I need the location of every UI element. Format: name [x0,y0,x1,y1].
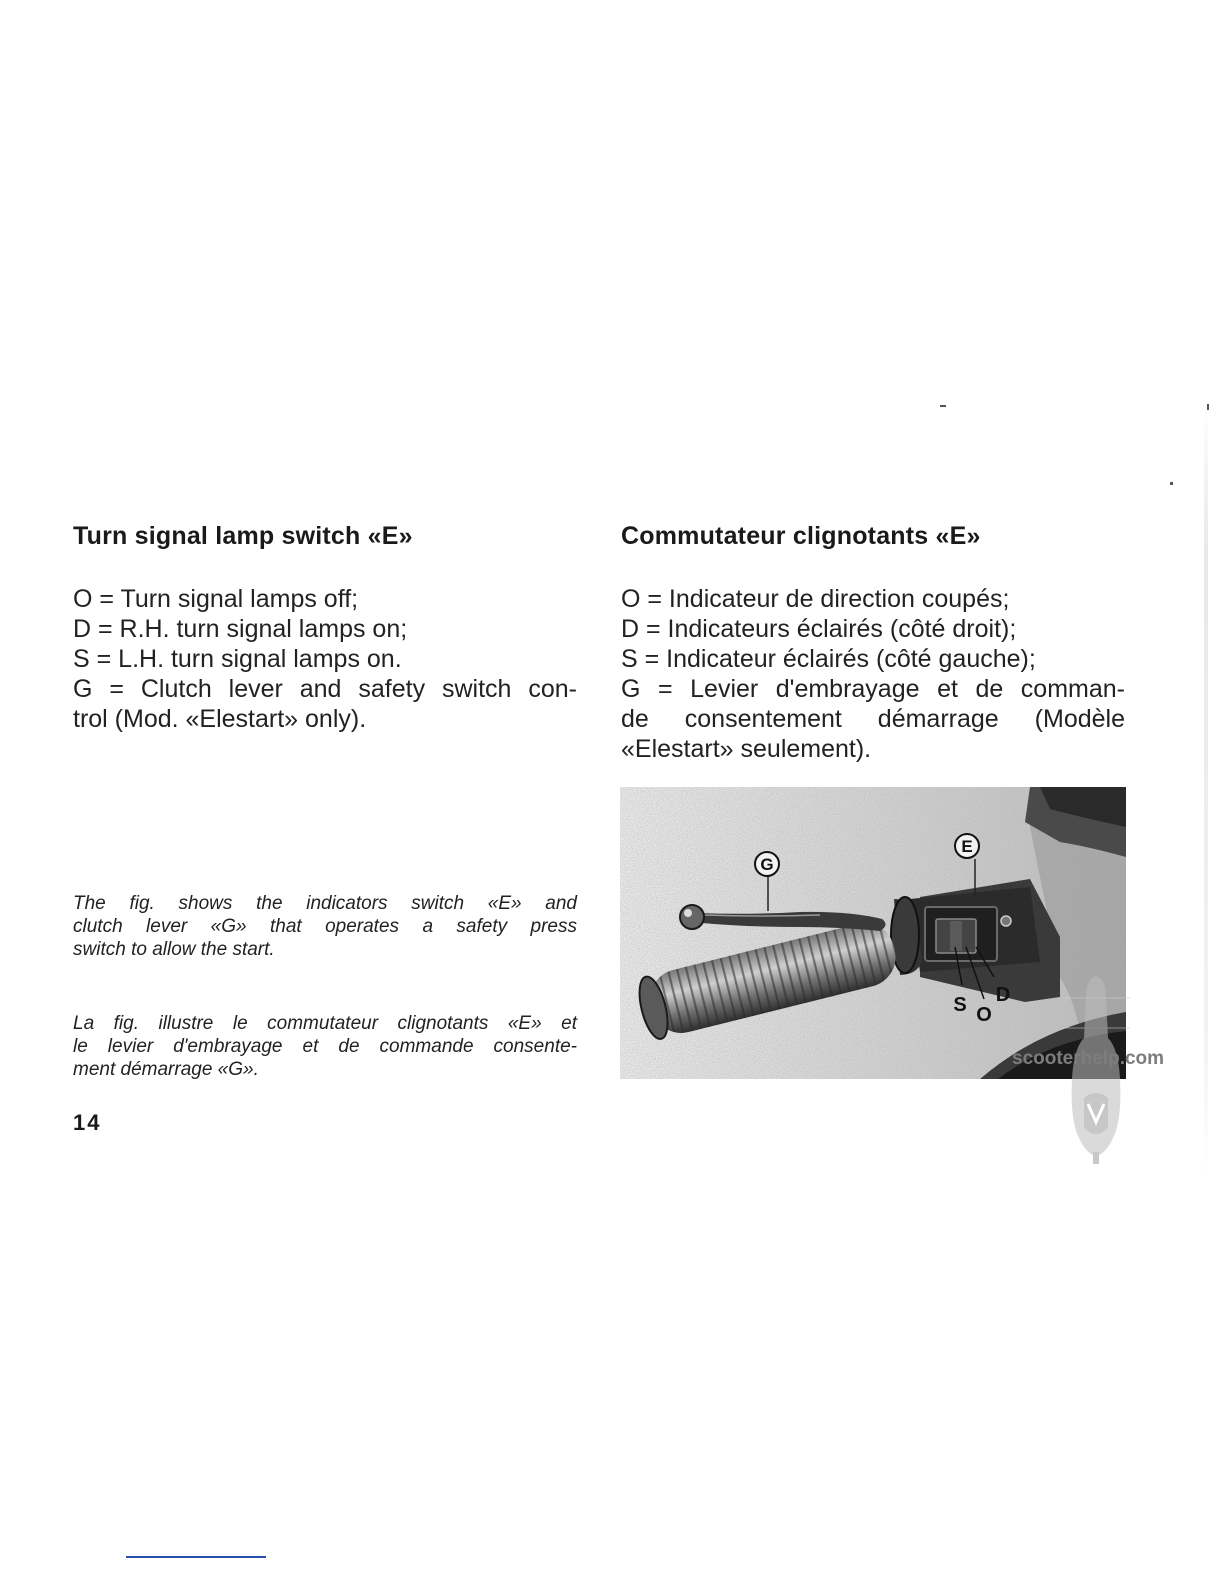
english-caption [73,892,577,961]
label-d: D [995,984,1011,1006]
caption-line: le levier d'embrayage et de commande consente- [73,1036,577,1057]
handlebar-figure [620,787,1126,1079]
scan-edge-shadow [1204,400,1208,1180]
definition-d: D = Indicateurs éclairés (côté droit); [621,615,1017,643]
definition-o: O = Indicateur de direction coupés; [621,585,1010,613]
label-s: S [953,994,967,1016]
french-definitions [621,584,1125,764]
caption-line: ment démarrage «G». [73,1059,259,1080]
scan-speck [1207,404,1209,410]
watermark: scooterhelp.com [1012,1048,1165,1069]
definition-g-end: «Elestart» seulement). [621,735,872,763]
french-heading: Commutateur clignotants «E» [621,522,981,550]
scan-speck [1170,482,1173,485]
definition-g-continued: trol (Mod. «Elestart» only). [73,705,367,733]
english-definitions [73,584,577,734]
definition-s: S = L.H. turn signal lamps on. [73,645,402,673]
page-number: 14 [73,1110,102,1135]
french-caption [73,1012,577,1081]
caption-line: switch to allow the start. [73,939,275,960]
definition-s: S = Indicateur éclairés (côté gauche); [621,645,1036,673]
label-o: O [976,1004,992,1026]
english-heading: Turn signal lamp switch «E» [73,522,413,550]
label-g: G [760,855,774,874]
footer-rule [126,1556,266,1558]
caption-line: La fig. illustre le commutateur clignotants «E» et [73,1013,577,1034]
definition-o: O = Turn signal lamps off; [73,585,359,613]
definition-d: D = R.H. turn signal lamps on; [73,615,408,643]
definition-g: G = Clutch lever and safety switch con- [73,675,577,703]
caption-line: The fig. shows the indicators switch «E» and [73,893,577,914]
scan-speck [940,405,946,407]
caption-line: clutch lever «G» that operates a safety press [73,916,577,937]
definition-g-continued: de consentement démarrage (Modèle [621,705,1125,733]
label-e: E [961,837,973,856]
definition-g: G = Levier d'embrayage et de comman- [621,675,1125,703]
